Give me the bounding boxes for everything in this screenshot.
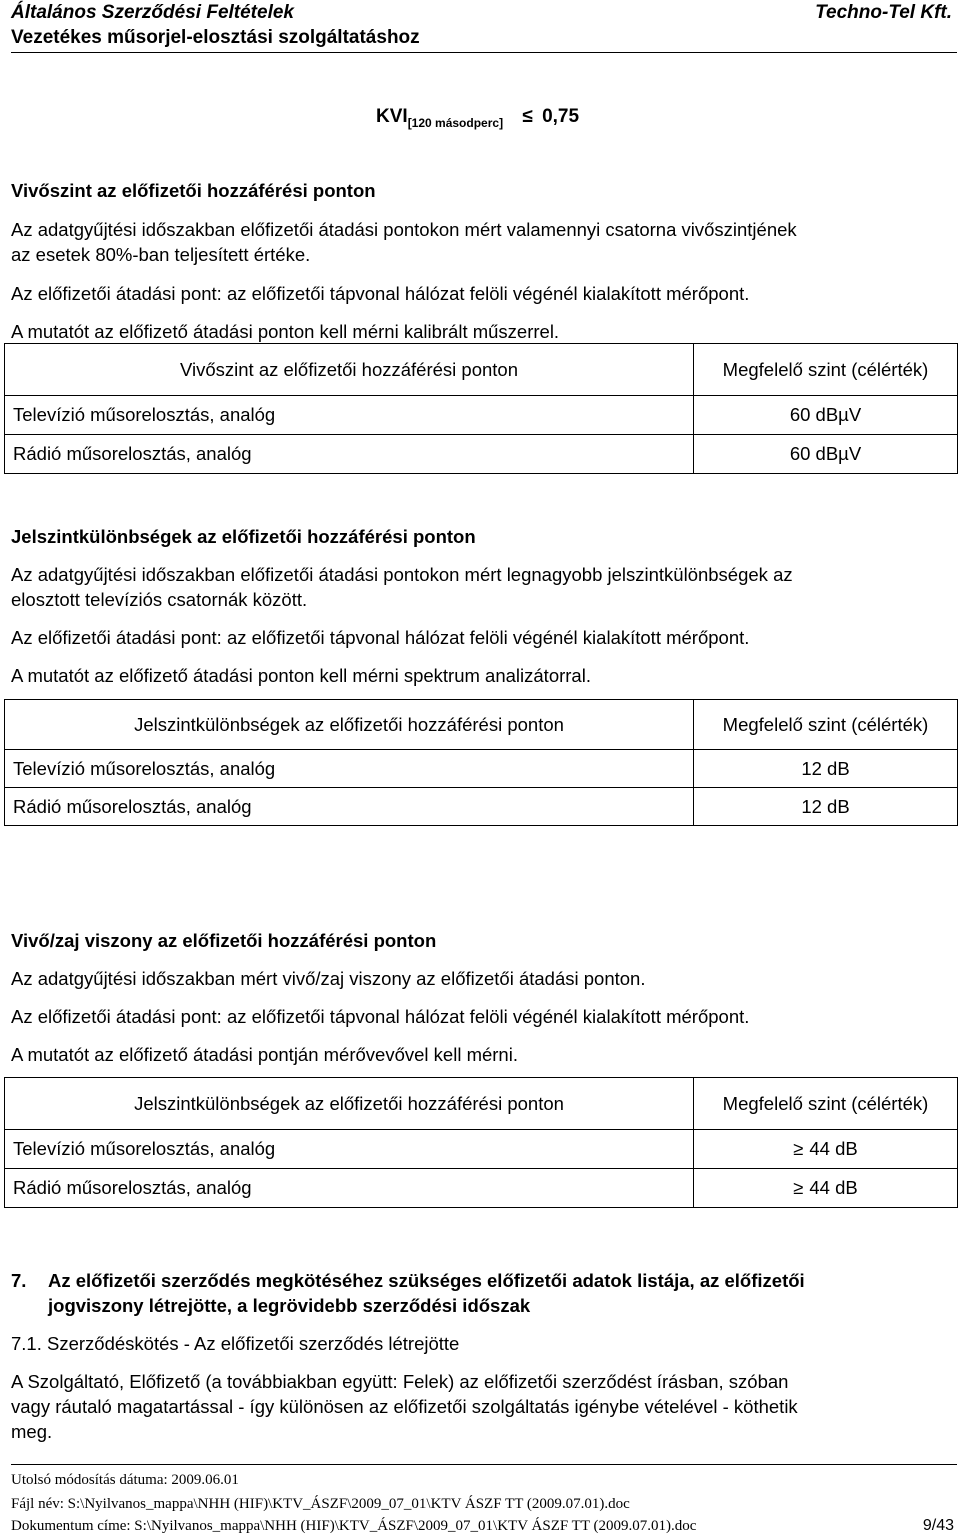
table-row bbox=[5, 435, 958, 474]
footer-filename: Fájl név: S:\Nyilvanos_mappa\NHH (HIF)\KTV_ÁSZF\2009_07_01\KTV ÁSZF TT (2009.07.01).doc bbox=[11, 1496, 630, 1512]
table-row bbox=[5, 1169, 958, 1208]
footer-rule bbox=[11, 1464, 957, 1465]
less-equal-symbol: ≤ bbox=[522, 106, 533, 127]
section2-heading: Jelszintkülönbségek az előfizetői hozzáférési ponton bbox=[11, 526, 476, 547]
header-rule bbox=[11, 52, 957, 53]
table-cell-value: 60 dBµV bbox=[694, 396, 958, 435]
section1-table-col1-header: Vivőszint az előfizetői hozzáférési ponton bbox=[5, 344, 694, 396]
greater-equal-symbol: ≥ bbox=[793, 1138, 804, 1159]
section7-para-line1: A Szolgáltató, Előfizető (a továbbiakban együtt: Felek) az előfizetői szerződést írásban, szóban bbox=[11, 1371, 789, 1392]
table-cell-value: ≥ 44 dB bbox=[694, 1130, 958, 1169]
section1-para1-line1: Az adatgyűjtési időszakban előfizetői átadási pontokon mért valamennyi csatorna vivőszintjének bbox=[11, 219, 797, 240]
section3-heading: Vivő/zaj viszony az előfizetői hozzáférési ponton bbox=[11, 930, 437, 951]
section7-number: 7. bbox=[11, 1270, 27, 1291]
kvi-formula bbox=[376, 106, 579, 128]
table-cell-label: Televízió műsorelosztás, analóg bbox=[5, 750, 694, 788]
table-cell-value: 12 dB bbox=[694, 788, 958, 826]
table-cell-value: ≥ 44 dB bbox=[694, 1169, 958, 1208]
section3-para2: Az előfizetői átadási pont: az előfizetői tápvonal hálózat felöli végénél kialakított mérőpont. bbox=[11, 1006, 750, 1027]
table-row bbox=[5, 788, 958, 826]
table-cell-value: 60 dBµV bbox=[694, 435, 958, 474]
section2-para2: Az előfizetői átadási pont: az előfizetői tápvonal hálózat felöli végénél kialakított mérőpont. bbox=[11, 627, 750, 648]
section3-table-col1-header: Jelszintkülönbségek az előfizetői hozzáférési ponton bbox=[5, 1078, 694, 1130]
section2-para1-line2: elosztott televíziós csatornák között. bbox=[11, 589, 308, 610]
table-cell-label: Rádió műsorelosztás, analóg bbox=[5, 1169, 694, 1208]
section1-para1-line2: az esetek 80%-ban teljesített értéke. bbox=[11, 244, 311, 265]
section3-table bbox=[4, 1077, 958, 1208]
header-title-right: Techno-Tel Kft. bbox=[815, 2, 952, 23]
header-subtitle: Vezetékes műsorjel-elosztási szolgáltatáshoz bbox=[11, 27, 420, 48]
page-number: 9/43 bbox=[922, 1517, 954, 1534]
section2-para1-line1: Az adatgyűjtési időszakban előfizetői átadási pontokon mért legnagyobb jelszintkülönbségek az bbox=[11, 564, 793, 585]
greater-equal-symbol: ≥ bbox=[793, 1177, 804, 1198]
table-row bbox=[5, 1130, 958, 1169]
table-cell-value: 12 dB bbox=[694, 750, 958, 788]
section7-heading-line2: jogviszony létrejötte, a legrövidebb szerződési időszak bbox=[48, 1295, 531, 1316]
section3-para3: A mutatót az előfizető átadási pontján mérővevővel kell mérni. bbox=[11, 1044, 518, 1065]
section2-table bbox=[4, 699, 958, 826]
footer-modified: Utolsó módosítás dátuma: 2009.06.01 bbox=[11, 1472, 239, 1488]
footer-doc-title: Dokumentum címe: S:\Nyilvanos_mappa\NHH (HIF)\KTV_ÁSZF\2009_07_01\KTV ÁSZF TT (2009.07.01).doc bbox=[11, 1518, 697, 1534]
kvi-value: 0,75 bbox=[542, 106, 580, 127]
table-cell-label: Rádió műsorelosztás, analóg bbox=[5, 435, 694, 474]
section1-para3: A mutatót az előfizető átadási ponton kell mérni kalibrált műszerrel. bbox=[11, 321, 560, 342]
section7-para-line3: meg. bbox=[11, 1421, 53, 1442]
section2-para3: A mutatót az előfizető átadási ponton kell mérni spektrum analizátorral. bbox=[11, 665, 591, 686]
section7-para-line2: vagy ráutaló magatartással - így különösen az előfizetői szolgáltatás igénybe vételével - köthetik bbox=[11, 1396, 798, 1417]
section1-table-col2-header: Megfelelő szint (célérték) bbox=[694, 344, 958, 396]
table-row bbox=[5, 396, 958, 435]
table-cell-label: Televízió műsorelosztás, analóg bbox=[5, 1130, 694, 1169]
section3-para1: Az adatgyűjtési időszakban mért vivő/zaj viszony az előfizetői átadási ponton. bbox=[11, 968, 646, 989]
table-cell-label: Rádió műsorelosztás, analóg bbox=[5, 788, 694, 826]
section7-subheading: 7.1. Szerződéskötés - Az előfizetői szerződés létrejötte bbox=[11, 1333, 460, 1354]
section1-heading: Vivőszint az előfizetői hozzáférési ponton bbox=[11, 180, 376, 201]
table-row bbox=[5, 750, 958, 788]
section1-para2: Az előfizetői átadási pont: az előfizetői tápvonal hálózat felöli végénél kialakított mérőpont. bbox=[11, 283, 750, 304]
table-cell-label: Televízió műsorelosztás, analóg bbox=[5, 396, 694, 435]
section3-table-col2-header: Megfelelő szint (célérték) bbox=[694, 1078, 958, 1130]
section7-heading-line1: Az előfizetői szerződés megkötéséhez szükséges előfizetői adatok listája, az előfizetői bbox=[48, 1270, 805, 1291]
kvi-subscript: [120 másodperc] bbox=[407, 116, 504, 130]
header-title-left: Általános Szerződési Feltételek bbox=[11, 2, 294, 23]
section2-table-col1-header: Jelszintkülönbségek az előfizetői hozzáférési ponton bbox=[5, 700, 694, 750]
kvi-prefix: KVI bbox=[376, 106, 408, 127]
section1-table bbox=[4, 343, 958, 474]
section2-table-col2-header: Megfelelő szint (célérték) bbox=[694, 700, 958, 750]
